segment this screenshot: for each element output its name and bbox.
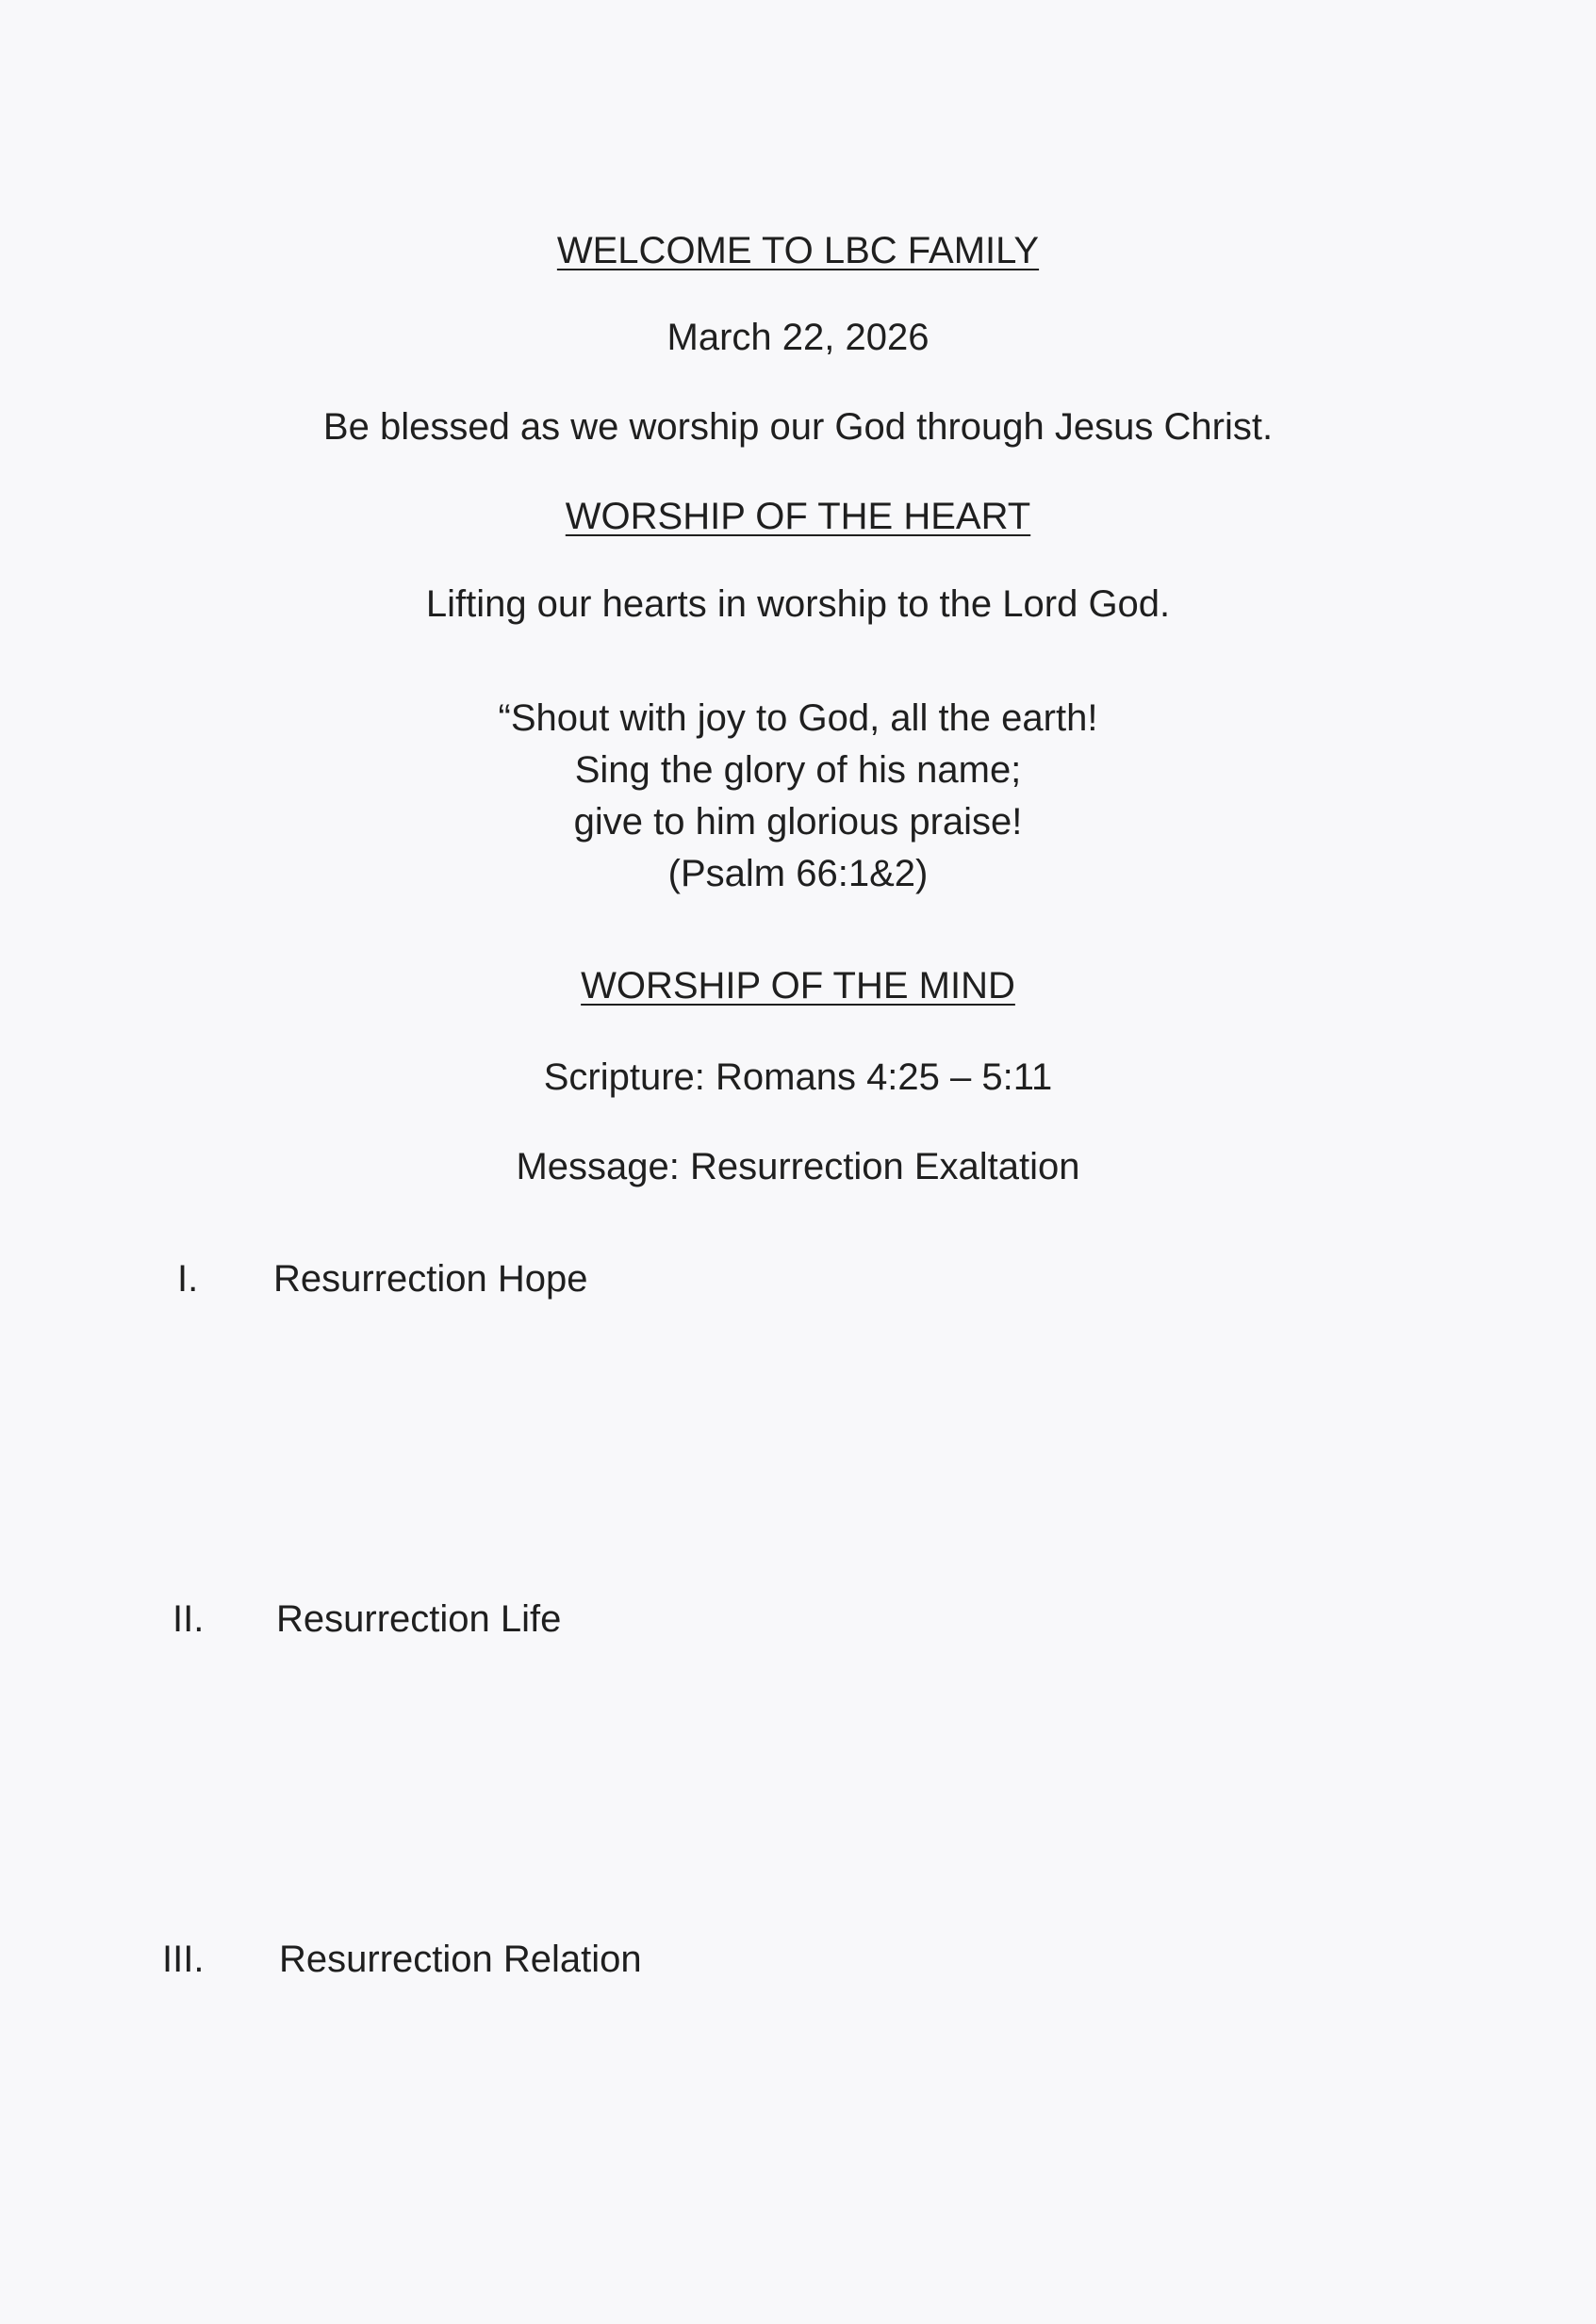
quote-line: Sing the glory of his name; [574,749,1022,791]
scripture-reference: Scripture: Romans 4:25 – 5:11 [543,1056,1053,1098]
worship-mind-heading: WORSHIP OF THE MIND [581,965,1015,1007]
outline-numeral: II. [173,1598,205,1640]
outline-title: Resurrection Life [276,1598,562,1640]
quote-citation: (Psalm 66:1&2) [667,853,929,894]
psalm-quote [0,693,1596,900]
service-date: March 22, 2026 [666,317,930,358]
outline-numeral: I. [177,1258,199,1300]
outline-title: Resurrection Relation [279,1939,642,1980]
outline-title: Resurrection Hope [273,1258,588,1300]
quote-line: give to him glorious praise! [573,801,1023,843]
worship-heart-heading: WORSHIP OF THE HEART [565,496,1031,537]
welcome-heading: WELCOME TO LBC FAMILY [556,230,1040,271]
message-title: Message: Resurrection Exaltation [516,1146,1080,1187]
outline-numeral: III. [162,1939,205,1980]
blessing-text: Be blessed as we worship our God through Jesus Christ. [322,406,1274,448]
quote-line: “Shout with joy to God, all the earth! [498,697,1098,739]
heart-intro-text: Lifting our hearts in worship to the Lord God. [425,583,1171,625]
